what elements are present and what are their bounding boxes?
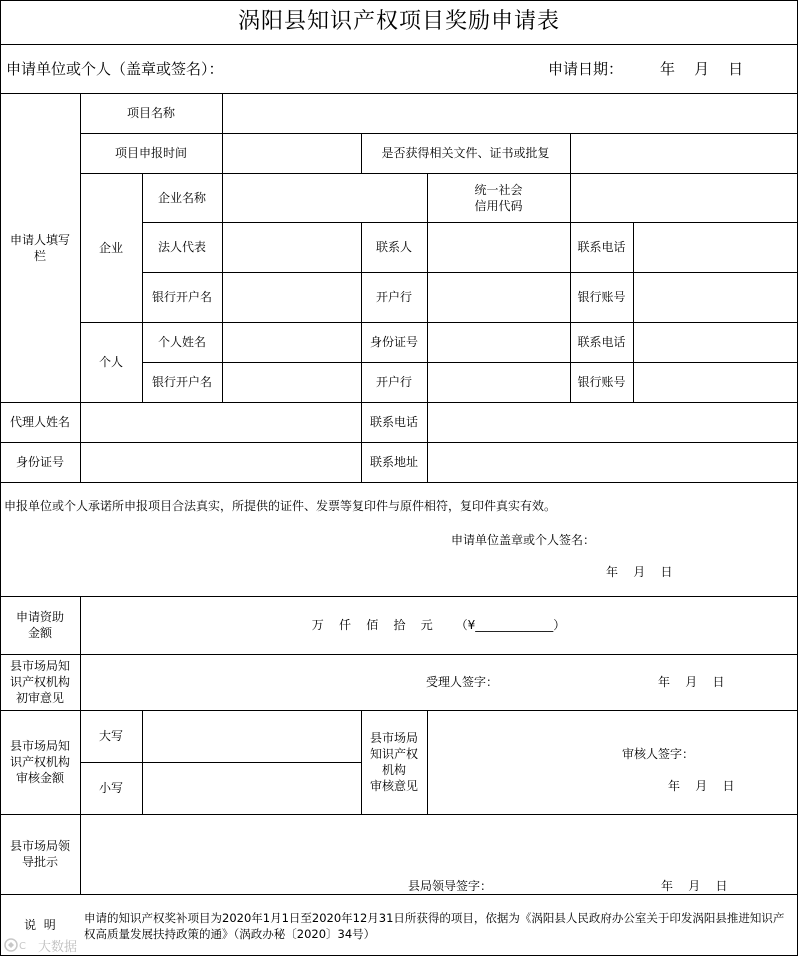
agent-address-field[interactable] bbox=[427, 442, 797, 482]
apply-date-label: 申请日期： bbox=[548, 59, 624, 78]
funding-amount-line[interactable]: 万 仟 佰 拾 元 （¥_____________） bbox=[311, 618, 566, 632]
individual-bank-label: 开户行 bbox=[375, 375, 412, 389]
enterprise-bank-field[interactable] bbox=[427, 272, 570, 322]
project-time-field[interactable] bbox=[222, 133, 361, 173]
initial-review-label: 县市场局知 识产权机构 初审意见 bbox=[9, 659, 70, 705]
funding-label: 申请资助 金额 bbox=[15, 610, 64, 640]
enterprise-label: 企业 bbox=[98, 240, 123, 255]
pledge-sign-label: 申请单位盖章或个人签名： bbox=[451, 533, 596, 547]
individual-name-field[interactable] bbox=[222, 322, 361, 362]
individual-bank-name-field[interactable] bbox=[222, 362, 361, 402]
agent-name-label: 代理人姓名 bbox=[9, 415, 70, 429]
individual-bank-field[interactable] bbox=[427, 362, 570, 402]
project-name-label: 项目名称 bbox=[126, 106, 175, 120]
enterprise-bank-name-label: 银行开户名 bbox=[151, 290, 212, 304]
legal-rep-label: 法人代表 bbox=[157, 240, 206, 254]
watermark bbox=[4, 934, 114, 956]
watermark-logo-icon bbox=[4, 937, 34, 953]
enterprise-account-label: 银行账号 bbox=[577, 290, 626, 304]
enterprise-account-field[interactable] bbox=[633, 272, 797, 322]
individual-account-label: 银行账号 bbox=[577, 375, 626, 389]
pledge-date: 年 月 日 bbox=[606, 565, 673, 579]
individual-phone-label: 联系电话 bbox=[577, 335, 626, 349]
agent-phone-field[interactable] bbox=[427, 402, 797, 442]
credit-code-label: 统一社会 信用代码 bbox=[474, 182, 523, 213]
enterprise-phone-field[interactable] bbox=[633, 222, 797, 272]
agent-phone-label: 联系电话 bbox=[369, 415, 418, 429]
audit-uppercase-label: 大写 bbox=[98, 729, 123, 743]
individual-label: 个人 bbox=[98, 355, 123, 369]
applicant-label: 申请单位或个人（盖章或签名）： bbox=[6, 59, 224, 78]
individual-id-label: 身份证号 bbox=[369, 335, 418, 349]
form-title: 涡阳县知识产权项目奖励申请表 bbox=[237, 9, 560, 34]
individual-name-label: 个人姓名 bbox=[157, 335, 206, 349]
enterprise-name-label: 企业名称 bbox=[157, 190, 206, 205]
note-text: 申请的知识产权奖补项目为2020年1月1日至2020年12月31日所获得的项目，依据为《涡阳县人民政府办公室关于印发涡阳县推进知识产权高质量发展扶持政策的通》（涡政办秘〔2020〕34号） bbox=[84, 911, 785, 941]
apply-date-ymd: 年 月 日 bbox=[660, 59, 744, 78]
audit-date: 年 月 日 bbox=[668, 779, 735, 793]
applicant-section-label: 申请人填写 栏 bbox=[9, 232, 70, 263]
audit-opinion-label: 县市场局 知识产权 机构 审核意见 bbox=[369, 731, 418, 793]
initial-review-date: 年 月 日 bbox=[658, 675, 725, 689]
leader-sign-label: 县局领导签字： bbox=[408, 879, 493, 893]
leader-date: 年 月 日 bbox=[661, 879, 728, 893]
enterprise-name-field[interactable] bbox=[222, 173, 427, 222]
individual-id-field[interactable] bbox=[427, 322, 570, 362]
project-time-label: 项目申报时间 bbox=[114, 146, 187, 160]
individual-bank-name-label: 银行开户名 bbox=[151, 375, 212, 389]
agent-id-label: 身份证号 bbox=[15, 455, 64, 469]
enterprise-bank-name-field[interactable] bbox=[222, 272, 361, 322]
note-label: 说 明 bbox=[24, 917, 56, 932]
svg-text:C: C bbox=[19, 941, 26, 952]
audit-amount-label: 县市场局知 识产权机构 审核金额 bbox=[9, 739, 70, 785]
audit-sign-label: 审核人签字： bbox=[622, 747, 695, 761]
audit-lowercase-field[interactable] bbox=[142, 762, 361, 814]
audit-uppercase-field[interactable] bbox=[142, 710, 361, 762]
agent-name-field[interactable] bbox=[80, 402, 361, 442]
enterprise-bank-label: 开户行 bbox=[375, 290, 412, 304]
agent-id-field[interactable] bbox=[80, 442, 361, 482]
initial-review-sign-label: 受理人签字： bbox=[426, 675, 499, 689]
individual-phone-field[interactable] bbox=[633, 322, 797, 362]
agent-address-label: 联系地址 bbox=[369, 455, 418, 469]
audit-lowercase-label: 小写 bbox=[98, 781, 123, 795]
contact-person-field[interactable] bbox=[427, 222, 570, 272]
pledge-text: 申报单位或个人承诺所申报项目合法真实，所提供的证件、发票等复印件与原件相符，复印件真实有效。 bbox=[4, 499, 557, 513]
credit-code-field[interactable] bbox=[570, 173, 797, 222]
leader-label: 县市场局领 导批示 bbox=[9, 839, 70, 869]
contact-person-label: 联系人 bbox=[375, 240, 412, 254]
individual-account-field[interactable] bbox=[633, 362, 797, 402]
enterprise-phone-label: 联系电话 bbox=[577, 240, 626, 254]
watermark-text: 大数据 bbox=[38, 939, 78, 955]
legal-rep-field[interactable] bbox=[222, 222, 361, 272]
docs-obtained-label: 是否获得相关文件、证书或批复 bbox=[381, 146, 550, 160]
project-name-field[interactable] bbox=[222, 93, 797, 133]
docs-obtained-field[interactable] bbox=[570, 133, 797, 173]
